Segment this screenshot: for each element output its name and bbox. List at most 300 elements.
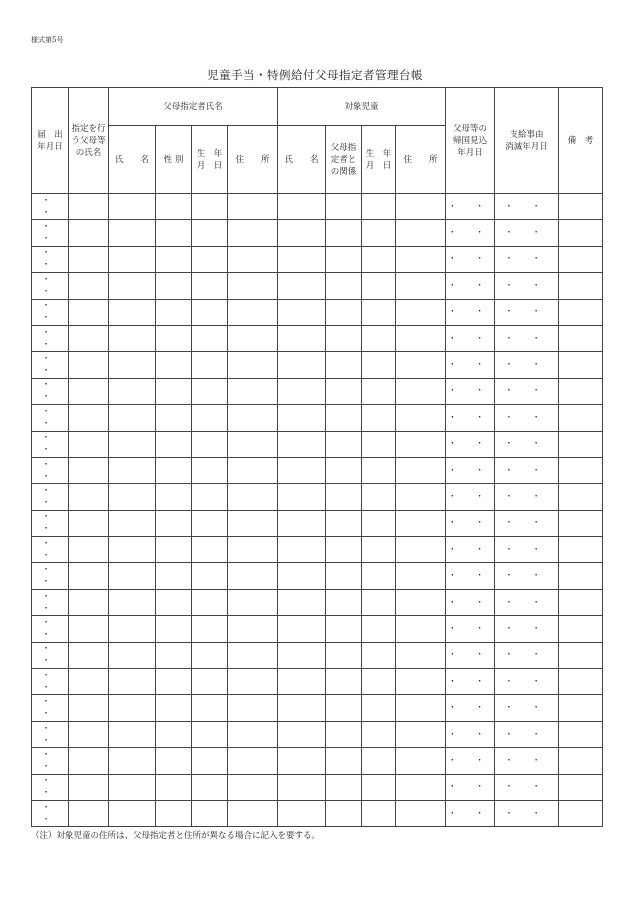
cell-designee-address xyxy=(228,405,278,431)
cell-return-date: ・ ・ xyxy=(446,194,495,220)
cell-designee-address xyxy=(228,273,278,299)
footer-note: （注）対象児童の住所は、父母指定者と住所が異なる場合に記入を要する。 xyxy=(31,831,321,841)
cell-child-birth xyxy=(362,378,396,404)
cell-child-birth xyxy=(362,325,396,351)
cell-end-date: ・ ・ xyxy=(495,299,559,325)
table-row xyxy=(32,246,603,272)
cell-child-address xyxy=(396,457,446,483)
table-row xyxy=(32,378,603,404)
cell-child-relation xyxy=(326,273,362,299)
cell-child-address xyxy=(396,325,446,351)
cell-child-name xyxy=(278,774,326,800)
cell-designee-sex xyxy=(156,194,192,220)
cell-applicant xyxy=(69,457,109,483)
table-row xyxy=(32,695,603,721)
cell-child-relation xyxy=(326,695,362,721)
cell-designee-name xyxy=(109,431,156,457)
cell-designee-sex xyxy=(156,457,192,483)
cell-child-name xyxy=(278,721,326,747)
cell-return-date: ・ ・ xyxy=(446,589,495,615)
cell-remarks xyxy=(559,194,603,220)
cell-child-birth xyxy=(362,800,396,826)
cell-filed-date: ・ ・ xyxy=(32,800,69,826)
cell-remarks xyxy=(559,246,603,272)
cell-child-name xyxy=(278,510,326,536)
cell-child-name xyxy=(278,299,326,325)
table-row xyxy=(32,457,603,483)
cell-child-address xyxy=(396,246,446,272)
cell-remarks xyxy=(559,616,603,642)
cell-designee-name xyxy=(109,484,156,510)
header-return-date: 父母等の 帰国見込 年月日 xyxy=(446,88,495,194)
cell-designee-sex xyxy=(156,352,192,378)
header-child-relation: 父母指 定者と の関係 xyxy=(326,126,362,194)
cell-applicant xyxy=(69,616,109,642)
cell-applicant xyxy=(69,378,109,404)
cell-filed-date: ・ ・ xyxy=(32,405,69,431)
table-row xyxy=(32,510,603,536)
table-row xyxy=(32,220,603,246)
cell-end-date: ・ ・ xyxy=(495,405,559,431)
cell-child-birth xyxy=(362,431,396,457)
cell-designee-birth xyxy=(192,616,228,642)
cell-designee-name xyxy=(109,800,156,826)
cell-end-date: ・ ・ xyxy=(495,695,559,721)
cell-child-relation xyxy=(326,748,362,774)
cell-designee-name xyxy=(109,220,156,246)
cell-child-relation xyxy=(326,616,362,642)
cell-return-date: ・ ・ xyxy=(446,273,495,299)
cell-child-name xyxy=(278,457,326,483)
cell-child-name xyxy=(278,616,326,642)
cell-child-birth xyxy=(362,616,396,642)
cell-designee-name xyxy=(109,405,156,431)
cell-filed-date: ・ ・ xyxy=(32,194,69,220)
cell-designee-name xyxy=(109,721,156,747)
cell-designee-sex xyxy=(156,642,192,668)
cell-remarks xyxy=(559,774,603,800)
header-child-address: 住 所 xyxy=(396,126,446,194)
cell-designee-name xyxy=(109,510,156,536)
cell-designee-address xyxy=(228,695,278,721)
cell-child-birth xyxy=(362,721,396,747)
cell-designee-sex xyxy=(156,431,192,457)
cell-filed-date: ・ ・ xyxy=(32,246,69,272)
cell-filed-date: ・ ・ xyxy=(32,484,69,510)
cell-designee-address xyxy=(228,721,278,747)
cell-designee-sex xyxy=(156,510,192,536)
cell-child-birth xyxy=(362,220,396,246)
cell-child-address xyxy=(396,299,446,325)
cell-designee-address xyxy=(228,669,278,695)
cell-designee-address xyxy=(228,537,278,563)
cell-remarks xyxy=(559,352,603,378)
cell-child-name xyxy=(278,695,326,721)
cell-return-date: ・ ・ xyxy=(446,537,495,563)
cell-filed-date: ・ ・ xyxy=(32,721,69,747)
cell-filed-date: ・ ・ xyxy=(32,457,69,483)
cell-child-address xyxy=(396,642,446,668)
cell-filed-date: ・ ・ xyxy=(32,431,69,457)
cell-designee-address xyxy=(228,246,278,272)
cell-applicant xyxy=(69,273,109,299)
cell-designee-address xyxy=(228,510,278,536)
cell-designee-address xyxy=(228,457,278,483)
cell-remarks xyxy=(559,220,603,246)
cell-designee-birth xyxy=(192,273,228,299)
cell-child-address xyxy=(396,669,446,695)
ledger-table xyxy=(31,87,603,827)
cell-child-address xyxy=(396,563,446,589)
cell-child-name xyxy=(278,537,326,563)
cell-designee-birth xyxy=(192,721,228,747)
cell-filed-date: ・ ・ xyxy=(32,273,69,299)
table-row xyxy=(32,194,603,220)
cell-designee-sex xyxy=(156,589,192,615)
cell-applicant xyxy=(69,484,109,510)
cell-applicant xyxy=(69,510,109,536)
cell-child-name xyxy=(278,669,326,695)
cell-child-relation xyxy=(326,774,362,800)
cell-return-date: ・ ・ xyxy=(446,457,495,483)
cell-remarks xyxy=(559,563,603,589)
cell-designee-birth xyxy=(192,220,228,246)
cell-return-date: ・ ・ xyxy=(446,246,495,272)
cell-designee-name xyxy=(109,457,156,483)
cell-child-name xyxy=(278,405,326,431)
cell-return-date: ・ ・ xyxy=(446,748,495,774)
cell-end-date: ・ ・ xyxy=(495,748,559,774)
table-row xyxy=(32,537,603,563)
cell-child-address xyxy=(396,194,446,220)
cell-designee-sex xyxy=(156,669,192,695)
cell-return-date: ・ ・ xyxy=(446,352,495,378)
cell-designee-birth xyxy=(192,325,228,351)
cell-filed-date: ・ ・ xyxy=(32,616,69,642)
cell-filed-date: ・ ・ xyxy=(32,563,69,589)
table-row xyxy=(32,431,603,457)
header-child-birth: 生 年 月 日 xyxy=(362,126,396,194)
cell-child-relation xyxy=(326,669,362,695)
cell-child-name xyxy=(278,378,326,404)
cell-return-date: ・ ・ xyxy=(446,800,495,826)
cell-child-birth xyxy=(362,273,396,299)
cell-designee-name xyxy=(109,352,156,378)
cell-child-relation xyxy=(326,246,362,272)
cell-end-date: ・ ・ xyxy=(495,537,559,563)
cell-designee-name xyxy=(109,273,156,299)
cell-designee-birth xyxy=(192,642,228,668)
cell-designee-name xyxy=(109,246,156,272)
cell-designee-sex xyxy=(156,563,192,589)
cell-child-name xyxy=(278,325,326,351)
cell-child-name xyxy=(278,352,326,378)
cell-child-relation xyxy=(326,378,362,404)
header-designee-sex: 性 別 xyxy=(156,126,192,194)
cell-filed-date: ・ ・ xyxy=(32,774,69,800)
cell-child-name xyxy=(278,194,326,220)
cell-designee-name xyxy=(109,194,156,220)
cell-child-birth xyxy=(362,589,396,615)
cell-applicant xyxy=(69,695,109,721)
cell-remarks xyxy=(559,721,603,747)
cell-child-name xyxy=(278,431,326,457)
cell-child-address xyxy=(396,352,446,378)
table-row xyxy=(32,484,603,510)
cell-child-birth xyxy=(362,537,396,563)
cell-designee-name xyxy=(109,537,156,563)
cell-child-birth xyxy=(362,194,396,220)
cell-designee-birth xyxy=(192,537,228,563)
cell-end-date: ・ ・ xyxy=(495,642,559,668)
cell-designee-birth xyxy=(192,431,228,457)
cell-applicant xyxy=(69,352,109,378)
header-filed-date: 届 出 年月日 xyxy=(32,88,69,194)
cell-child-relation xyxy=(326,457,362,483)
cell-filed-date: ・ ・ xyxy=(32,325,69,351)
cell-child-address xyxy=(396,774,446,800)
cell-end-date: ・ ・ xyxy=(495,431,559,457)
cell-designee-name xyxy=(109,589,156,615)
cell-end-date: ・ ・ xyxy=(495,563,559,589)
cell-applicant xyxy=(69,246,109,272)
cell-remarks xyxy=(559,642,603,668)
cell-return-date: ・ ・ xyxy=(446,510,495,536)
cell-remarks xyxy=(559,510,603,536)
cell-filed-date: ・ ・ xyxy=(32,748,69,774)
cell-remarks xyxy=(559,457,603,483)
cell-designee-birth xyxy=(192,800,228,826)
cell-child-name xyxy=(278,800,326,826)
cell-designee-birth xyxy=(192,774,228,800)
cell-designee-address xyxy=(228,800,278,826)
table-row xyxy=(32,352,603,378)
page-title: 児童手当・特例給付父母指定者管理台帳 xyxy=(207,68,423,82)
cell-designee-birth xyxy=(192,748,228,774)
cell-child-birth xyxy=(362,457,396,483)
cell-child-relation xyxy=(326,220,362,246)
cell-remarks xyxy=(559,669,603,695)
cell-end-date: ・ ・ xyxy=(495,589,559,615)
cell-designee-address xyxy=(228,220,278,246)
table-row xyxy=(32,642,603,668)
cell-designee-birth xyxy=(192,510,228,536)
cell-return-date: ・ ・ xyxy=(446,616,495,642)
cell-designee-name xyxy=(109,325,156,351)
cell-child-address xyxy=(396,220,446,246)
header-child-group: 対象児童 xyxy=(278,88,446,126)
cell-end-date: ・ ・ xyxy=(495,246,559,272)
cell-designee-address xyxy=(228,484,278,510)
cell-designee-sex xyxy=(156,537,192,563)
cell-child-address xyxy=(396,405,446,431)
cell-designee-birth xyxy=(192,589,228,615)
cell-designee-birth xyxy=(192,352,228,378)
cell-child-name xyxy=(278,246,326,272)
cell-designee-address xyxy=(228,642,278,668)
cell-child-relation xyxy=(326,510,362,536)
cell-child-address xyxy=(396,431,446,457)
cell-designee-sex xyxy=(156,405,192,431)
cell-designee-address xyxy=(228,563,278,589)
cell-designee-name xyxy=(109,378,156,404)
cell-return-date: ・ ・ xyxy=(446,695,495,721)
cell-child-birth xyxy=(362,642,396,668)
cell-return-date: ・ ・ xyxy=(446,325,495,351)
cell-designee-birth xyxy=(192,194,228,220)
cell-applicant xyxy=(69,774,109,800)
cell-child-address xyxy=(396,589,446,615)
cell-return-date: ・ ・ xyxy=(446,563,495,589)
cell-child-address xyxy=(396,748,446,774)
cell-child-address xyxy=(396,273,446,299)
cell-child-name xyxy=(278,589,326,615)
cell-designee-birth xyxy=(192,484,228,510)
cell-end-date: ・ ・ xyxy=(495,378,559,404)
cell-child-relation xyxy=(326,194,362,220)
cell-child-relation xyxy=(326,352,362,378)
cell-child-birth xyxy=(362,695,396,721)
cell-child-address xyxy=(396,721,446,747)
cell-designee-sex xyxy=(156,774,192,800)
cell-return-date: ・ ・ xyxy=(446,774,495,800)
cell-designee-sex xyxy=(156,616,192,642)
cell-designee-address xyxy=(228,299,278,325)
table-row xyxy=(32,774,603,800)
cell-applicant xyxy=(69,642,109,668)
cell-filed-date: ・ ・ xyxy=(32,695,69,721)
cell-child-address xyxy=(396,537,446,563)
cell-end-date: ・ ・ xyxy=(495,800,559,826)
table-row xyxy=(32,299,603,325)
cell-child-name xyxy=(278,273,326,299)
table-row xyxy=(32,669,603,695)
cell-return-date: ・ ・ xyxy=(446,669,495,695)
cell-applicant xyxy=(69,563,109,589)
cell-remarks xyxy=(559,589,603,615)
cell-child-address xyxy=(396,484,446,510)
table-row xyxy=(32,273,603,299)
cell-designee-address xyxy=(228,748,278,774)
cell-designee-address xyxy=(228,774,278,800)
header-designee-birth: 生 年 月 日 xyxy=(192,126,228,194)
cell-end-date: ・ ・ xyxy=(495,721,559,747)
cell-child-relation xyxy=(326,800,362,826)
cell-end-date: ・ ・ xyxy=(495,325,559,351)
cell-designee-sex xyxy=(156,325,192,351)
header-remarks: 備 考 xyxy=(559,88,603,194)
cell-return-date: ・ ・ xyxy=(446,431,495,457)
cell-designee-sex xyxy=(156,484,192,510)
cell-filed-date: ・ ・ xyxy=(32,352,69,378)
cell-filed-date: ・ ・ xyxy=(32,642,69,668)
cell-applicant xyxy=(69,669,109,695)
cell-filed-date: ・ ・ xyxy=(32,589,69,615)
cell-remarks xyxy=(559,431,603,457)
cell-child-birth xyxy=(362,246,396,272)
cell-designee-sex xyxy=(156,800,192,826)
cell-applicant xyxy=(69,431,109,457)
cell-return-date: ・ ・ xyxy=(446,220,495,246)
cell-child-name xyxy=(278,563,326,589)
cell-designee-sex xyxy=(156,378,192,404)
cell-child-address xyxy=(396,378,446,404)
cell-designee-name xyxy=(109,299,156,325)
cell-designee-birth xyxy=(192,457,228,483)
cell-end-date: ・ ・ xyxy=(495,457,559,483)
cell-remarks xyxy=(559,695,603,721)
cell-end-date: ・ ・ xyxy=(495,220,559,246)
cell-child-relation xyxy=(326,405,362,431)
cell-remarks xyxy=(559,299,603,325)
cell-designee-name xyxy=(109,695,156,721)
cell-end-date: ・ ・ xyxy=(495,273,559,299)
cell-designee-sex xyxy=(156,695,192,721)
cell-child-birth xyxy=(362,299,396,325)
cell-designee-sex xyxy=(156,748,192,774)
cell-applicant xyxy=(69,299,109,325)
cell-designee-sex xyxy=(156,246,192,272)
cell-end-date: ・ ・ xyxy=(495,616,559,642)
cell-child-birth xyxy=(362,748,396,774)
cell-remarks xyxy=(559,537,603,563)
cell-end-date: ・ ・ xyxy=(495,774,559,800)
table-row xyxy=(32,721,603,747)
cell-end-date: ・ ・ xyxy=(495,510,559,536)
cell-child-birth xyxy=(362,484,396,510)
cell-child-relation xyxy=(326,721,362,747)
cell-child-birth xyxy=(362,510,396,536)
cell-remarks xyxy=(559,273,603,299)
table-row xyxy=(32,405,603,431)
header-designee-address: 住 所 xyxy=(228,126,278,194)
cell-return-date: ・ ・ xyxy=(446,299,495,325)
cell-child-relation xyxy=(326,537,362,563)
cell-return-date: ・ ・ xyxy=(446,484,495,510)
header-applicant: 指定を行 う父母等 の氏名 xyxy=(69,88,109,194)
cell-designee-name xyxy=(109,669,156,695)
cell-end-date: ・ ・ xyxy=(495,194,559,220)
cell-designee-name xyxy=(109,616,156,642)
cell-applicant xyxy=(69,405,109,431)
table-row xyxy=(32,616,603,642)
cell-filed-date: ・ ・ xyxy=(32,220,69,246)
cell-child-address xyxy=(396,695,446,721)
form-number: 様式第5号 xyxy=(31,36,64,44)
cell-applicant xyxy=(69,589,109,615)
cell-child-relation xyxy=(326,563,362,589)
cell-end-date: ・ ・ xyxy=(495,352,559,378)
cell-designee-address xyxy=(228,589,278,615)
cell-remarks xyxy=(559,325,603,351)
cell-child-birth xyxy=(362,669,396,695)
cell-applicant xyxy=(69,800,109,826)
cell-filed-date: ・ ・ xyxy=(32,378,69,404)
cell-child-relation xyxy=(326,642,362,668)
cell-child-name xyxy=(278,748,326,774)
cell-applicant xyxy=(69,537,109,563)
cell-child-relation xyxy=(326,325,362,351)
cell-child-name xyxy=(278,484,326,510)
cell-designee-sex xyxy=(156,273,192,299)
header-designee-name: 氏 名 xyxy=(109,126,156,194)
cell-return-date: ・ ・ xyxy=(446,378,495,404)
table-row xyxy=(32,748,603,774)
cell-designee-name xyxy=(109,563,156,589)
ledger-body xyxy=(32,194,603,827)
cell-filed-date: ・ ・ xyxy=(32,669,69,695)
cell-child-birth xyxy=(362,352,396,378)
